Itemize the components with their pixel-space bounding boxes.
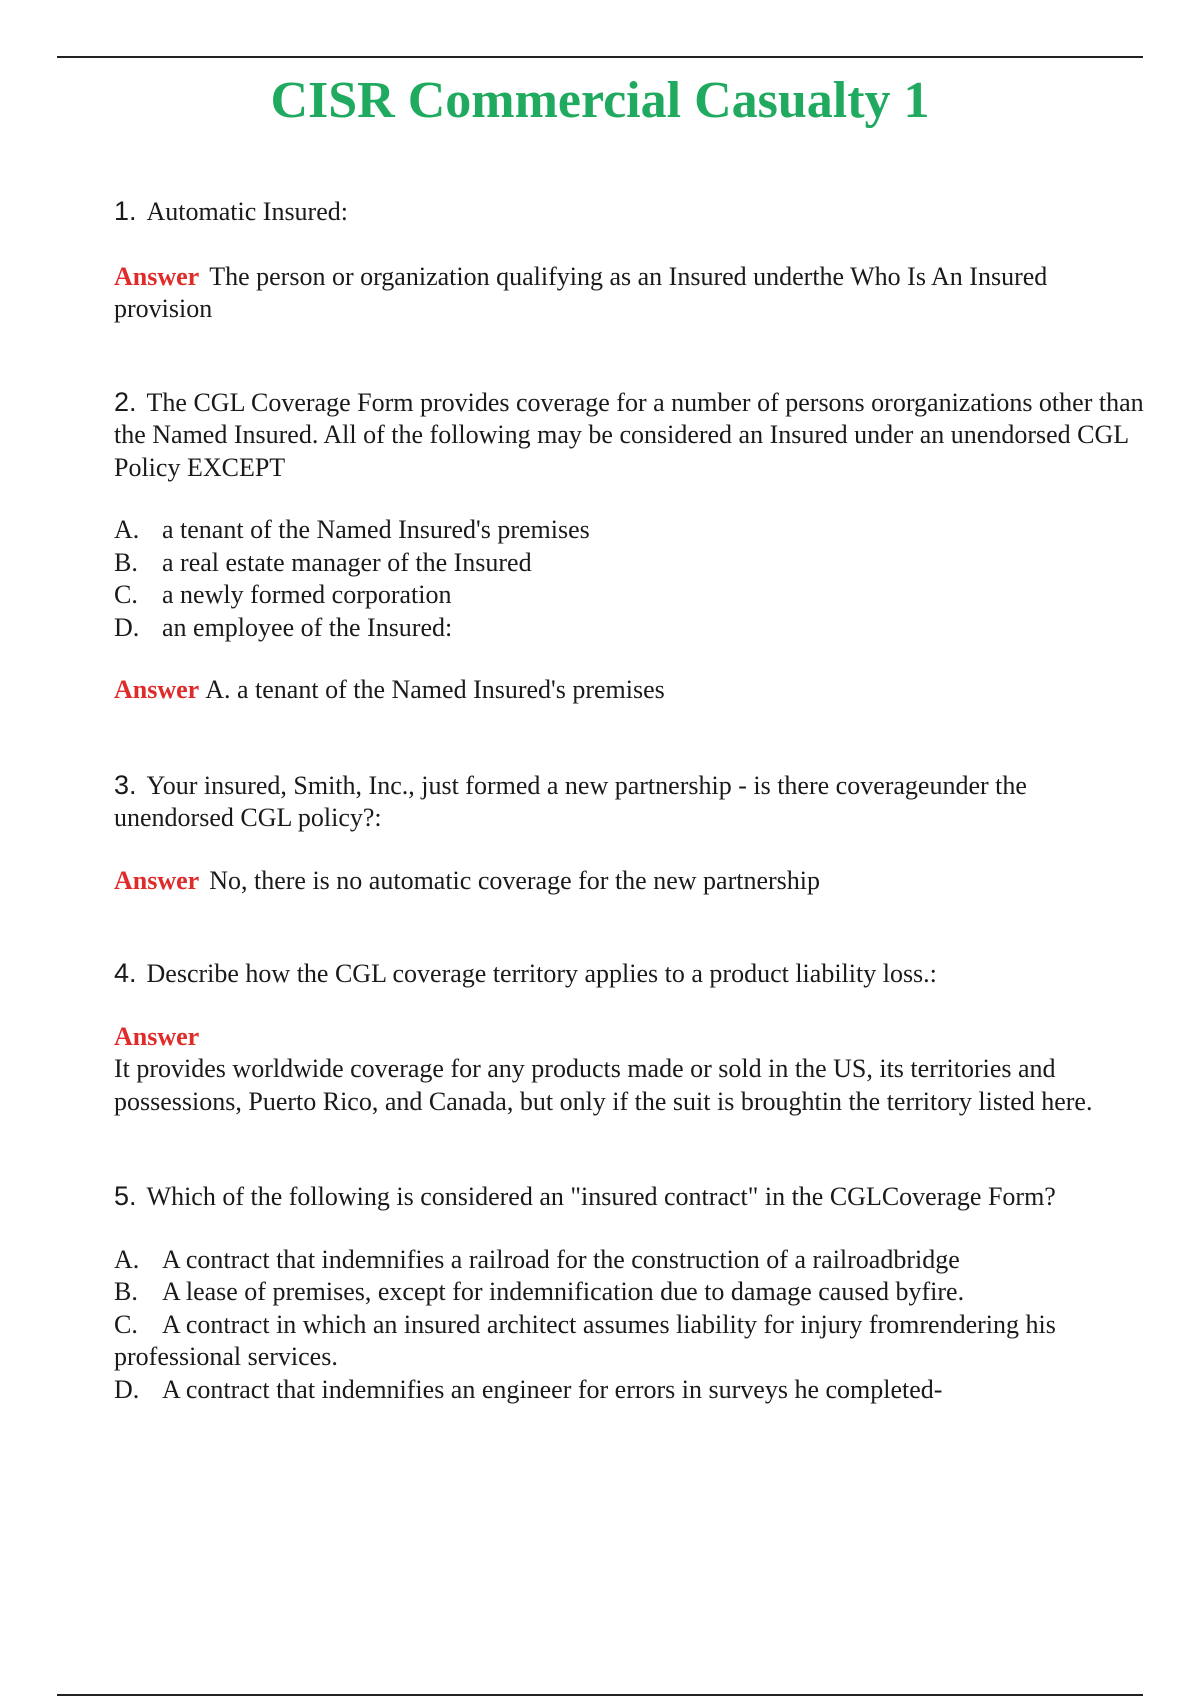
option-letter: A. xyxy=(114,1244,140,1274)
question-2 xyxy=(114,386,1144,485)
options-list xyxy=(114,1244,1144,1407)
option-d xyxy=(114,1374,1144,1407)
question-5 xyxy=(114,1180,1144,1214)
option-letter: A. xyxy=(114,515,140,544)
option-d xyxy=(114,612,1144,645)
answer-text: No, there is no automatic coverage for the new partnership xyxy=(209,865,820,895)
page-title: CISR Commercial Casualty 1 xyxy=(270,72,930,129)
option-text: A lease of premises, except for indemnification due to damage caused byfire. xyxy=(162,1277,965,1306)
qa-item-4 xyxy=(114,957,1144,1118)
option-text: a newly formed corporation xyxy=(162,580,452,609)
answer-text: The person or organization qualifying as an Insured underthe Who Is An Insured provision xyxy=(114,261,1048,323)
question-number: 3. xyxy=(114,769,137,800)
question-4 xyxy=(114,957,1144,991)
answer-4 xyxy=(114,1053,1144,1118)
qa-item-5 xyxy=(114,1180,1144,1406)
qa-item-3 xyxy=(114,769,1144,898)
option-text: an employee of the Insured: xyxy=(162,612,453,642)
answer-4-label-line xyxy=(114,1021,1144,1054)
answer-label: Answer xyxy=(114,261,200,291)
option-b xyxy=(114,1276,1144,1309)
option-c xyxy=(114,579,1144,612)
answer-label: Answer xyxy=(114,1021,200,1051)
answer-text: It provides worldwide coverage for any products made or sold in the US, its territories and possessions, Puerto Rico, and Canada, but only if the suit is broughtin the territory listed here. xyxy=(114,1054,1093,1116)
question-number: 5. xyxy=(114,1181,137,1211)
question-text: The CGL Coverage Form provides coverage for a number of persons ororganizations other than the Named Insured. All of the following may be considered an Insured under an unendorsed CGL Policy EXCEPT xyxy=(114,387,1144,482)
answer-text: A. a tenant of the Named Insured's premises xyxy=(205,675,665,704)
question-number: 1. xyxy=(114,196,137,226)
question-text: Automatic Insured: xyxy=(146,197,348,226)
top-rule xyxy=(57,56,1143,58)
option-letter: D. xyxy=(114,1374,140,1404)
qa-item-2 xyxy=(114,386,1144,707)
question-number: 4. xyxy=(114,958,137,988)
option-text: A contract that indemnifies an engineer for errors in surveys he completed- xyxy=(162,1374,943,1404)
question-text: Your insured, Smith, Inc., just formed a new partnership - is there coverageunder the unendorsed CGL policy?: xyxy=(114,770,1027,832)
option-a xyxy=(114,514,1144,547)
option-text: a real estate manager of the Insured xyxy=(162,547,532,577)
question-3 xyxy=(114,769,1144,835)
question-text: Describe how the CGL coverage territory applies to a product liability loss.: xyxy=(146,959,937,988)
answer-label: Answer xyxy=(114,675,200,704)
option-text: a tenant of the Named Insured's premises xyxy=(162,515,590,544)
answer-1 xyxy=(114,261,1144,326)
option-b xyxy=(114,547,1144,580)
answer-label: Answer xyxy=(114,865,200,895)
answer-3 xyxy=(114,865,1144,898)
question-text: Which of the following is considered an "insured contract" in the CGLCoverage Form? xyxy=(146,1182,1056,1211)
option-letter: D. xyxy=(114,612,140,642)
qa-item-1 xyxy=(114,195,1144,326)
bottom-rule xyxy=(57,1694,1143,1696)
document-body xyxy=(114,195,1144,1406)
option-letter: C. xyxy=(114,1309,138,1339)
option-c xyxy=(114,1309,1144,1374)
option-text: A contract in which an insured architect assumes liability for injury fromrendering his professional services. xyxy=(114,1309,1056,1371)
option-letter: C. xyxy=(114,580,138,609)
option-text: A contract that indemnifies a railroad for the construction of a railroadbridge xyxy=(162,1244,960,1274)
options-list xyxy=(114,514,1144,644)
option-a xyxy=(114,1244,1144,1277)
option-letter: B. xyxy=(114,547,138,577)
question-1 xyxy=(114,195,1144,229)
option-letter: B. xyxy=(114,1277,138,1306)
question-number: 2. xyxy=(114,386,137,417)
answer-2 xyxy=(114,674,1144,707)
